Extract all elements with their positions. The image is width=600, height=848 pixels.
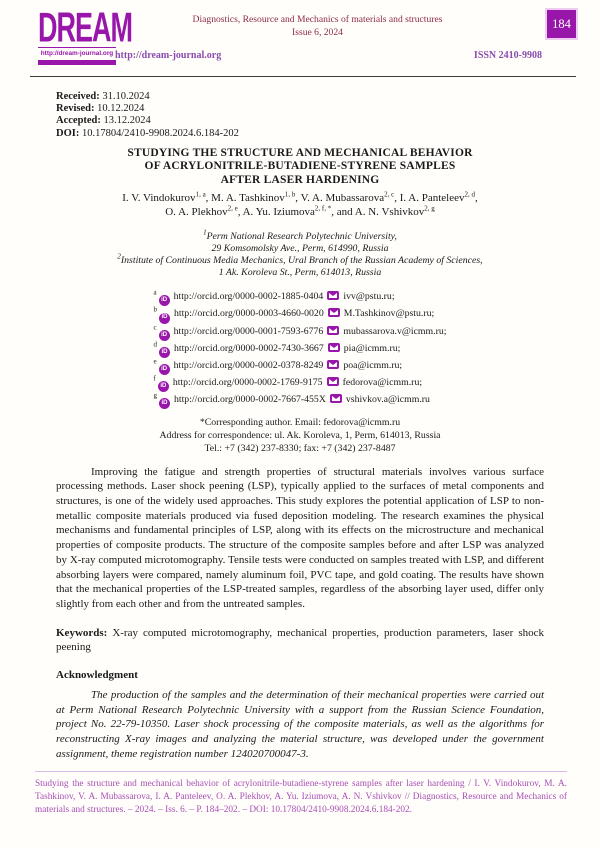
article-meta [56,91,544,140]
email-icon [327,360,339,369]
corresponding-author-line: *Corresponding author. Email: fedorova@icmm.ru [199,416,401,428]
orcid-letter: a [153,289,157,298]
author-affil-sup: 2, c [384,190,395,199]
affiliation-1-line-2: 29 Komsomolsky Ave., Perm, 614990, Russia [211,243,389,255]
author-affil-sup: 2, e [227,204,238,213]
accepted-value: 13.12.2024 [100,115,151,127]
abstract-paragraph: Improving the fatigue and strength properties of structural materials involves various surface processing methods. Laser shock peening (LSP), typically applied to the surfaces of metal components and structures, is one of the widely used approaches. This study explores the potential application of LSP to non-metallic composite materials produced via fused deposition modeling. The research examines the physical mechanisms and fundamental principles of LSP, along with its effects on the microstructure and mechanical properties of composite products. The structure of the composite samples before and after LSP was analyzed by X-ray computed microtomography. Tensile tests were conducted on samples treated with LSP, and different absorbing layers were compared, namely aluminum foil, PVC tape, and gold coating. The results have shown that the mechanical properties of the LSP-treated samples, regardless of the absorbing layer used, differ only slightly from each other and from the untreated samples. [56,465,544,610]
orcid-link[interactable]: http://orcid.org/0000-0002-1769-9175 [172,376,323,388]
author: I. A. Panteleev$^{2, d}$, [399,190,478,205]
affiliation-1-line-1: $^1$Perm National Research Polytechnic University, [203,229,397,243]
orcid-link[interactable]: http://orcid.org/0000-0002-0378-8249 [173,359,324,371]
article-title [56,147,544,188]
affiliation-2-line-2: 1 Ak. Koroleva St., Perm, 614013, Russia [218,267,382,279]
affil-sup: 1 [203,229,207,238]
affil-sup: 2 [117,253,121,262]
doi-line [56,128,544,140]
orcid-letter: g [153,391,157,400]
authors-line-2 [56,205,544,219]
author-affil-sup: 1, a [195,190,206,199]
journal-header-title [130,14,505,39]
logo-wordmark: DREAM [38,4,132,51]
email-icon [327,291,339,300]
email-address[interactable]: ivv@pstu.ru; [343,291,395,303]
orcid-link[interactable]: http://orcid.org/0000-0001-7593-6776 [173,325,324,337]
orcid-icon: iD [159,364,170,375]
title-line-2: OF ACRYLONITRILE-BUTADIENE-STYRENE SAMPLES [144,160,456,173]
author-affil-sup: 2, f, * [314,204,332,213]
keywords-label: Keywords: [56,626,108,639]
orcid-row [153,392,446,409]
orcid-link[interactable]: http://orcid.org/0000-0002-7430-3667 [173,342,324,354]
orcid-icon: iD [159,347,170,358]
orcid-icon: iD [159,295,170,306]
doi-value[interactable]: 10.17804/2410-9908.2024.6.184-202 [79,127,239,139]
author-affil-sup: 2, g [424,204,435,213]
keywords-paragraph [56,626,544,655]
orcid-icon: iD [159,313,170,324]
orcid-letter: c [153,323,157,332]
orcid-letter: b [153,306,157,315]
issue-line: Issue 6, 2024 [292,26,343,38]
email-address[interactable]: mubassarova.v@icmm.ru; [343,325,447,337]
title-line-1: STUDYING THE STRUCTURE AND MECHANICAL BEHAVIOR [127,146,473,159]
affiliation-2-line-1: $^2$Institute of Continuous Media Mechanics, Ural Branch of the Russian Academy of Sciences, [117,253,483,267]
received-label: Received: [56,91,100,102]
acknowledgment-heading: Acknowledgment [56,669,138,682]
journal-logo[interactable] [38,4,132,65]
orcid-icon: iD [159,330,170,341]
author: V. A. Mubassarova$^{2, c}$, [300,190,400,205]
orcid-letter: e [153,357,157,366]
email-icon [327,326,339,335]
revised-line [56,103,544,115]
orcid-letter: f [153,374,156,383]
received-line [56,91,544,103]
accepted-line [56,115,544,127]
email-icon [330,394,342,403]
authors-block [56,191,544,219]
article-content [56,76,544,762]
email-icon [327,377,339,386]
issn-label: ISSN 2410-9908 [473,50,542,61]
acknowledgment-paragraph: The production of the samples and the determination of their mechanical properties were carried out at Perm National Research Polytechnic University with a support from the Russian Science Foundation, project No. 22-79-10350. Laser shock processing of the composite materials, as well as the algorithms for reconstructing X-ray images and analyzing the material structure, was developed under the government assignment, theme registration number 124020700047-3. [56,689,544,760]
orcid-row [153,375,446,392]
orcid-row [153,358,446,375]
email-address[interactable]: pia@icmm.ru; [343,342,401,354]
journal-site-link[interactable]: http://dream-journal.org [115,50,222,61]
orcid-row [153,341,446,358]
orcid-email-list [153,289,446,409]
citation-text: Studying the structure and mechanical behavior of acrylonitrile-butadiene-styrene samples after laser hardening / I. V. Vindokurov, M. A. Tashkinov, V. A. Mubassarova, I. A. Panteleev, O. A. Plekhov, A. Yu. Iziumova, A. N. Vshivkov // Diagnostics, Resource and Mechanics of materials and structures. – 2024. – Iss. 6. – P. 184–202. – DOI: 10.17804/2410-9908.2024.6.184-202. [35,779,567,816]
footer-citation-block [35,771,567,818]
email-address[interactable]: vshivkov.a@icmm.ru [345,393,430,405]
keywords-text: X-ray computed microtomography, mechanical properties, production parameters, laser shock peening [56,626,544,654]
correspondence-phone-line: Tel.: +7 (342) 237-8330; fax: +7 (342) 237-8487 [204,443,396,455]
page-number-badge: 184 [545,8,578,40]
revised-label: Revised: [56,103,95,115]
email-icon [328,308,340,317]
author: A. Yu. Iziumova$^{2, f, *}$, [242,204,337,219]
orcid-row [153,324,446,341]
orcid-link[interactable]: http://orcid.org/0000-0003-4660-0020 [173,308,324,320]
author: and A. N. Vshivkov$^{2, g}$ [336,204,435,219]
orcid-icon: iD [159,398,170,409]
author: O. A. Plekhov$^{2, e}$, [165,204,243,219]
affiliations-block [56,231,544,279]
orcid-letter: d [153,340,157,349]
revised-value: 10.12.2024 [94,103,145,115]
correspondence-block [56,416,544,456]
author-affil-sup: 1, b [284,190,296,199]
doi-label: DOI: [56,127,80,139]
accepted-label: Accepted: [56,115,101,127]
author-affil-sup: 2, d [464,190,475,199]
author: I. V. Vindokurov$^{1, a}$, [122,190,212,205]
email-address[interactable]: fedorova@icmm.ru; [342,376,423,388]
email-address[interactable]: M.Tashkinov@pstu.ru; [343,308,435,320]
author: M. A. Tashkinov$^{1, b}$, [211,190,301,205]
journal-name: Diagnostics, Resource and Mechanics of materials and structures [192,14,443,25]
orcid-row [153,306,446,323]
received-value: 31.10.2024 [99,91,150,102]
email-address[interactable]: poa@icmm.ru; [343,359,403,371]
orcid-row [153,289,446,306]
email-icon [328,343,340,352]
title-line-3: AFTER LASER HARDENING [220,173,380,186]
orcid-link[interactable]: http://orcid.org/0000-0002-7667-455X [173,393,326,405]
orcid-icon: iD [158,381,169,392]
orcid-link[interactable]: http://orcid.org/0000-0002-1885-0404 [173,291,324,303]
authors-line-1 [56,191,544,205]
logo-url-text: http://dream-journal.org [38,47,116,57]
correspondence-address-line: Address for correspondence: ul. Ak. Koroleva, 1, Perm, 614013, Russia [159,430,441,442]
